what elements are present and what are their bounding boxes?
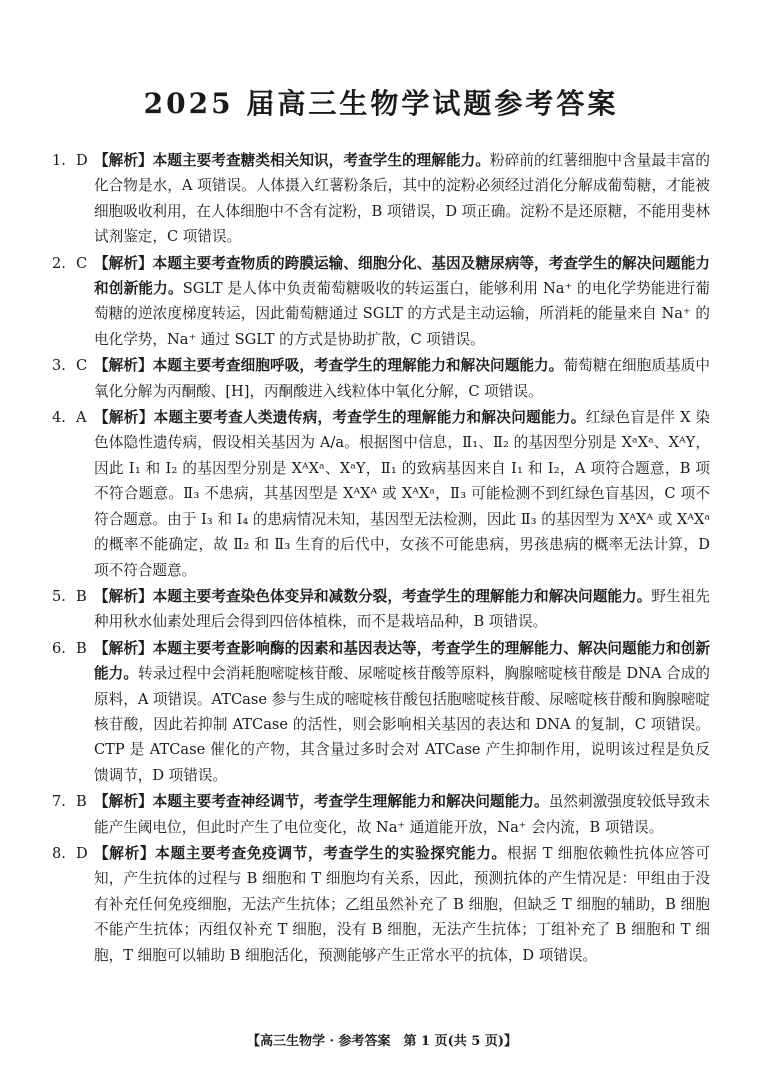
analysis-text: SGLT 是人体中负责葡萄糖吸收的转运蛋白，能够利用 Na⁺ 的电化学势能进行葡萄糖的逆浓度梯度转运，因此葡萄糖通过 SGLT 的方式是主动运输，所消耗的能量来自 Na⁺ 的电化学势，Na⁺ 通过 SGLT 的方式是协助扩散，C 项错误。 xyxy=(94,280,710,348)
answer-letter: C xyxy=(76,254,88,272)
analysis-text: 转录过程中会消耗胞嘧啶核苷酸、尿嘧啶核苷酸等原料，胸腺嘧啶核苷酸是 DNA 合成的原料，A 项错误。ATCase 参与生成的嘧啶核苷酸包括胞嘧啶核苷酸、尿嘧啶核苷酸和胸腺嘧啶核苷酸，因此若抑制 ATCase 的活性，则会影响相关基因的表达和 DNA 的复制，C 项错误。CTP 是 ATCase 催化的产物，其含量过多时会对 ATCase 产生抑制作用，说明该过程是负反馈调节，D 项错误。 xyxy=(94,665,710,784)
analysis-text: 野生祖先种用秋水仙素处理后会得到四倍体植株，而不是栽培品种，B 项错误。 xyxy=(94,587,710,631)
analysis-summary: 本题主要考查人类遗传病，考查学生的理解能力和解决问题能力。 xyxy=(153,409,586,427)
question-number: 1. xyxy=(52,152,66,169)
explanation xyxy=(94,251,710,353)
question-number: 5. xyxy=(52,587,66,605)
analysis-summary: 本题主要考查物质的跨膜运输、细胞分化、基因及糖尿病等，考查学生的解决问题能力和创新能力。 xyxy=(94,254,710,298)
explanation xyxy=(94,148,710,250)
answer-item xyxy=(52,636,710,788)
explanation xyxy=(94,636,710,788)
analysis-summary: 本题主要考查神经调节，考查学生理解能力和解决问题能力。 xyxy=(152,793,549,811)
analysis-text: 虽然刺激强度较低导致未能产生阈电位，但此时产生了电位变化，故 Na⁺ 通道能开放，Na⁺ 会内流，B 项错误。 xyxy=(94,793,710,836)
analysis-tag: 【解析】 xyxy=(94,357,153,375)
analysis-tag: 【解析】 xyxy=(94,844,156,862)
answer-letter: B xyxy=(76,587,87,605)
answer-letter: D xyxy=(76,844,88,862)
answer-item xyxy=(52,148,710,250)
analysis-summary: 本题主要考查糖类相关知识，考查学生的理解能力。 xyxy=(152,152,491,169)
analysis-summary: 本题主要考查影响酶的因素和基因表达等，考查学生的理解能力、解决问题能力和创新能力。 xyxy=(94,639,710,683)
answer-item xyxy=(52,584,710,635)
answer-letter: A xyxy=(76,409,87,427)
analysis-tag: 【解析】 xyxy=(94,409,154,427)
answer-list xyxy=(52,148,710,968)
answer-item xyxy=(52,789,710,840)
answer-item xyxy=(52,251,710,353)
answer-item xyxy=(52,353,710,404)
analysis-tag: 【解析】 xyxy=(94,639,153,657)
analysis-tag: 【解析】 xyxy=(94,254,153,272)
analysis-text: 根据 T 细胞依赖性抗体应答可知，产生抗体的过程与 B 细胞和 T 细胞均有关系，因此，预测抗体的产生情况是：甲组由于没有补充任何免疫细胞，无法产生抗体；乙组虽然补充了 B 细胞，但缺乏 T 细胞的辅助，B 细胞不能产生抗体；丙组仅补充 T 细胞，没有 B 细胞，无法产生抗体；丁组补充了 B 细胞和 T 细胞，T 细胞可以辅助 B 细胞活化，预测能够产生正常水平的抗体，D 项错误。 xyxy=(94,844,710,964)
page-title: 2025 届高三生物学试题参考答案 xyxy=(143,87,619,120)
analysis-text: 红绿色盲是伴 X 染色体隐性遗传病，假设相关基因为 A/a。根据图中信息，Ⅱ₁、Ⅱ₂ 的基因型分别是 XᵃXᵃ、XᴬY，因此 Ⅰ₁ 和 Ⅰ₂ 的基因型分别是 XᴬXᵃ、XᵃY，Ⅱ₁ 的致病基因来自 Ⅰ₁ 和 Ⅰ₂，A 项符合题意，B 项不符合题意。Ⅱ₃ 不患病，其基因型是 XᴬXᴬ 或 XᴬXᵃ，Ⅱ₃ 可能检测不到红绿色盲基因，C 项不符合题意。由于 Ⅰ₃ 和 Ⅰ₄ 的患病情况未知，基因型无法检测，因此 Ⅱ₃ 的基因型为 XᴬXᴬ 或 XᴬXᵃ 的概率不能确定，故 Ⅱ₂ 和 Ⅱ₃ 生育的后代中，女孩不可能患病，男孩患病的概率无法计算，D 项不符合题意。 xyxy=(94,409,710,579)
question-number: 7. xyxy=(52,793,66,811)
analysis-summary: 本题主要考查细胞呼吸，考查学生的理解能力和解决问题能力。 xyxy=(152,357,564,375)
explanation xyxy=(94,841,710,968)
explanation xyxy=(94,789,710,840)
explanation xyxy=(94,353,710,404)
analysis-tag: 【解析】 xyxy=(94,587,153,605)
question-number: 2. xyxy=(52,254,66,272)
question-number: 6. xyxy=(52,639,66,657)
analysis-tag: 【解析】 xyxy=(94,793,153,811)
analysis-text: 粉碎前的红薯细胞中含量最丰富的化合物是水，A 项错误。人体摄入红薯粉条后，其中的淀粉必须经过消化分解成葡萄糖，才能被细胞吸收利用，在人体细胞中不含有淀粉，B 项错误，D 项正确。淀粉不是还原糖，不能用斐林试剂鉴定，C 项错误。 xyxy=(94,152,710,246)
answer-letter: C xyxy=(76,357,88,375)
answer-item xyxy=(52,405,710,583)
question-number: 8. xyxy=(52,844,66,862)
analysis-summary: 本题主要考查染色体变异和减数分裂，考查学生的理解能力和解决问题能力。 xyxy=(152,587,652,605)
answer-letter: D xyxy=(76,152,88,169)
page-footer: 【高三生物学 · 参考答案 第 1 页(共 5 页)】 xyxy=(246,1034,518,1049)
question-number: 4. xyxy=(52,409,66,427)
analysis-tag: 【解析】 xyxy=(94,152,153,169)
answer-letter: B xyxy=(76,639,87,657)
explanation xyxy=(94,584,710,635)
question-number: 3. xyxy=(52,357,66,375)
analysis-summary: 本题主要考查免疫调节，考查学生的实验探究能力。 xyxy=(155,844,507,862)
answer-letter: B xyxy=(76,793,87,811)
explanation xyxy=(94,405,710,583)
analysis-text: 葡萄糖在细胞质基质中氧化分解为丙酮酸、[H]，丙酮酸进入线粒体中氧化分解，C 项错误。 xyxy=(94,357,710,400)
answer-item xyxy=(52,841,710,968)
